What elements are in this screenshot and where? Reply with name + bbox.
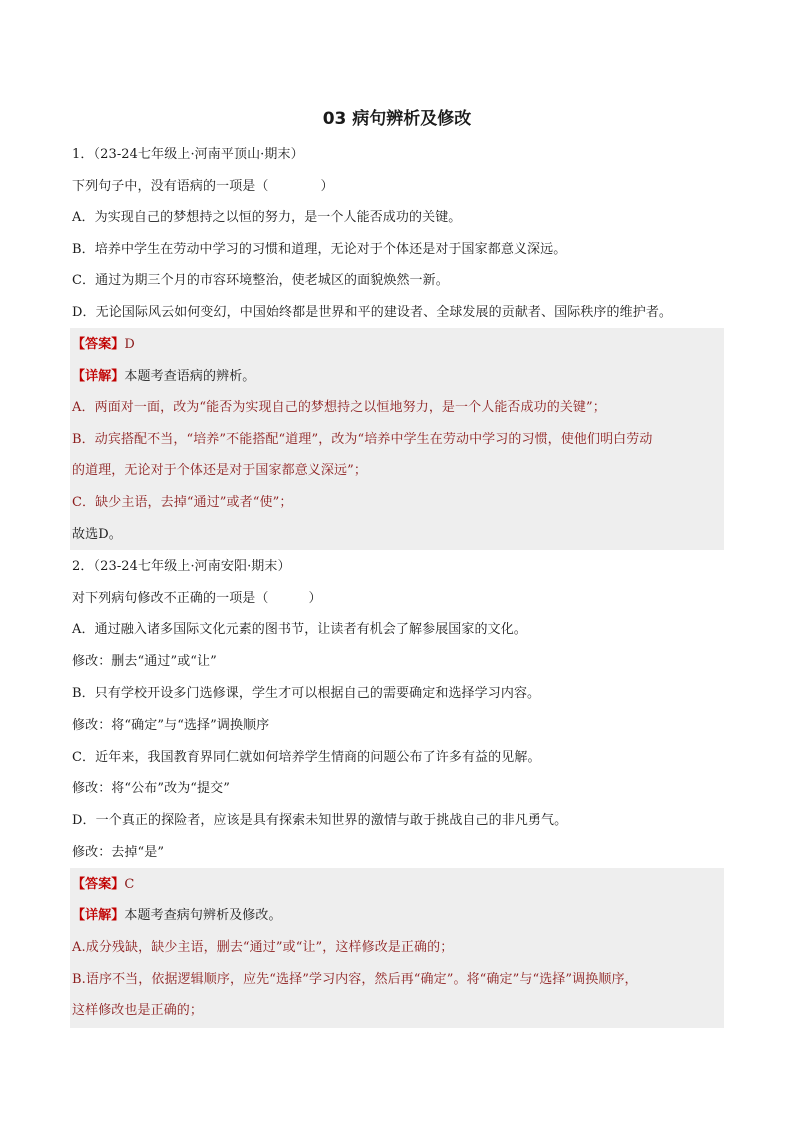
q2-detail-line-b: B.语序不当，依据逻辑顺序，应先“选择”学习内容，然后再“确定”。将“确定”与“选择”调换顺序， [72, 972, 638, 987]
q1-option-c: C．通过为期三个月的市容环境整治，使老城区的面貌焕然一新。 [72, 273, 449, 288]
q2-answer-tag: 【答案】 [72, 877, 125, 892]
q1-detail-line-c: C．缺少主语，去掉“通过”或者“使”； [72, 495, 293, 510]
q1-detail-line-b: B．动宾搭配不当，“培养”不能搭配“道理”，改为“培养中学生在劳动中学习的习惯，使他们明白劳动 [72, 432, 653, 447]
q1-stem-close: ） [320, 179, 334, 194]
q2-option-c: C．近年来，我国教育界同仁就如何培养学生情商的问题公布了许多有益的见解。 [72, 750, 541, 765]
q2-revision-d: 修改：去掉“是” [72, 845, 165, 860]
q1-answer-value: D [124, 337, 135, 352]
q1-answer-tag: 【答案】 [72, 337, 125, 352]
q1-detail-line-a: A．两面对一面，改为“能否为实现自己的梦想持之以恒地努力，是一个人能否成功的关键”； [72, 400, 606, 415]
q2-stem-close: ） [308, 591, 322, 606]
q2-stem [72, 589, 724, 609]
q1-answer [72, 335, 724, 355]
q2-answer [72, 875, 724, 895]
q2-revision-a: 修改：删去“通过”或“让” [72, 654, 217, 669]
q1-option-b: B．培养中学生在劳动中学习的习惯和道理，无论对于个体还是对于国家都意义深远。 [72, 242, 567, 257]
q2-option-d: D．一个真正的探险者，应该是具有探索未知世界的激情与敢于挑战自己的非凡勇气。 [72, 813, 568, 828]
q2-revision-b: 修改：将“确定”与“选择”调换顺序 [72, 718, 270, 733]
q2-option-a: A．通过融入诸多国际文化元素的图书节，让读者有机会了解参展国家的文化。 [72, 622, 527, 637]
q1-detail-intro: 本题考查语病的辨析。 [124, 369, 256, 384]
q1-option-d: D．无论国际风云如何变幻，中国始终都是世界和平的建设者、全球发展的贡献者、国际秩序的维护者。 [72, 305, 673, 320]
q1-stem-text: 下列句子中，没有语病的一项是（ [72, 179, 269, 194]
q2-stem-text: 对下列病句修改不正确的一项是（ [72, 591, 269, 606]
q1-conclusion: 故选D。 [72, 527, 122, 542]
page-title: 03 病句辨析及修改 [322, 109, 472, 129]
q2-detail-intro: 本题考查病句辨析及修改。 [124, 908, 282, 923]
q1-detail-line-b-cont: 的道理，无论对于个体还是对于国家都意义深远”； [72, 463, 367, 478]
q2-option-b: B．只有学校开设多门选修课，学生才可以根据自己的需要确定和选择学习内容。 [72, 686, 541, 701]
q1-option-a: A．为实现自己的梦想持之以恒的努力，是一个人能否成功的关键。 [72, 210, 462, 225]
q1-detail [72, 367, 724, 387]
q2-revision-c: 修改：将“公布”改为“提交” [72, 781, 230, 796]
q2-detail-tag: 【详解】 [72, 908, 125, 923]
q2-detail-line-b-cont: 这样修改也是正确的； [72, 1003, 204, 1018]
q2-source: 2．（23-24七年级上·河南安阳·期末） [72, 559, 291, 574]
q1-source: 1．（23-24七年级上·河南平顶山·期末） [72, 147, 304, 162]
q1-detail-tag: 【详解】 [72, 369, 125, 384]
q2-detail-line-a: A.成分残缺，缺少主语，删去“通过”或“让”，这样修改是正确的； [72, 940, 454, 955]
q1-stem [72, 177, 724, 197]
q2-answer-value: C [124, 877, 135, 892]
q2-detail [72, 906, 724, 926]
